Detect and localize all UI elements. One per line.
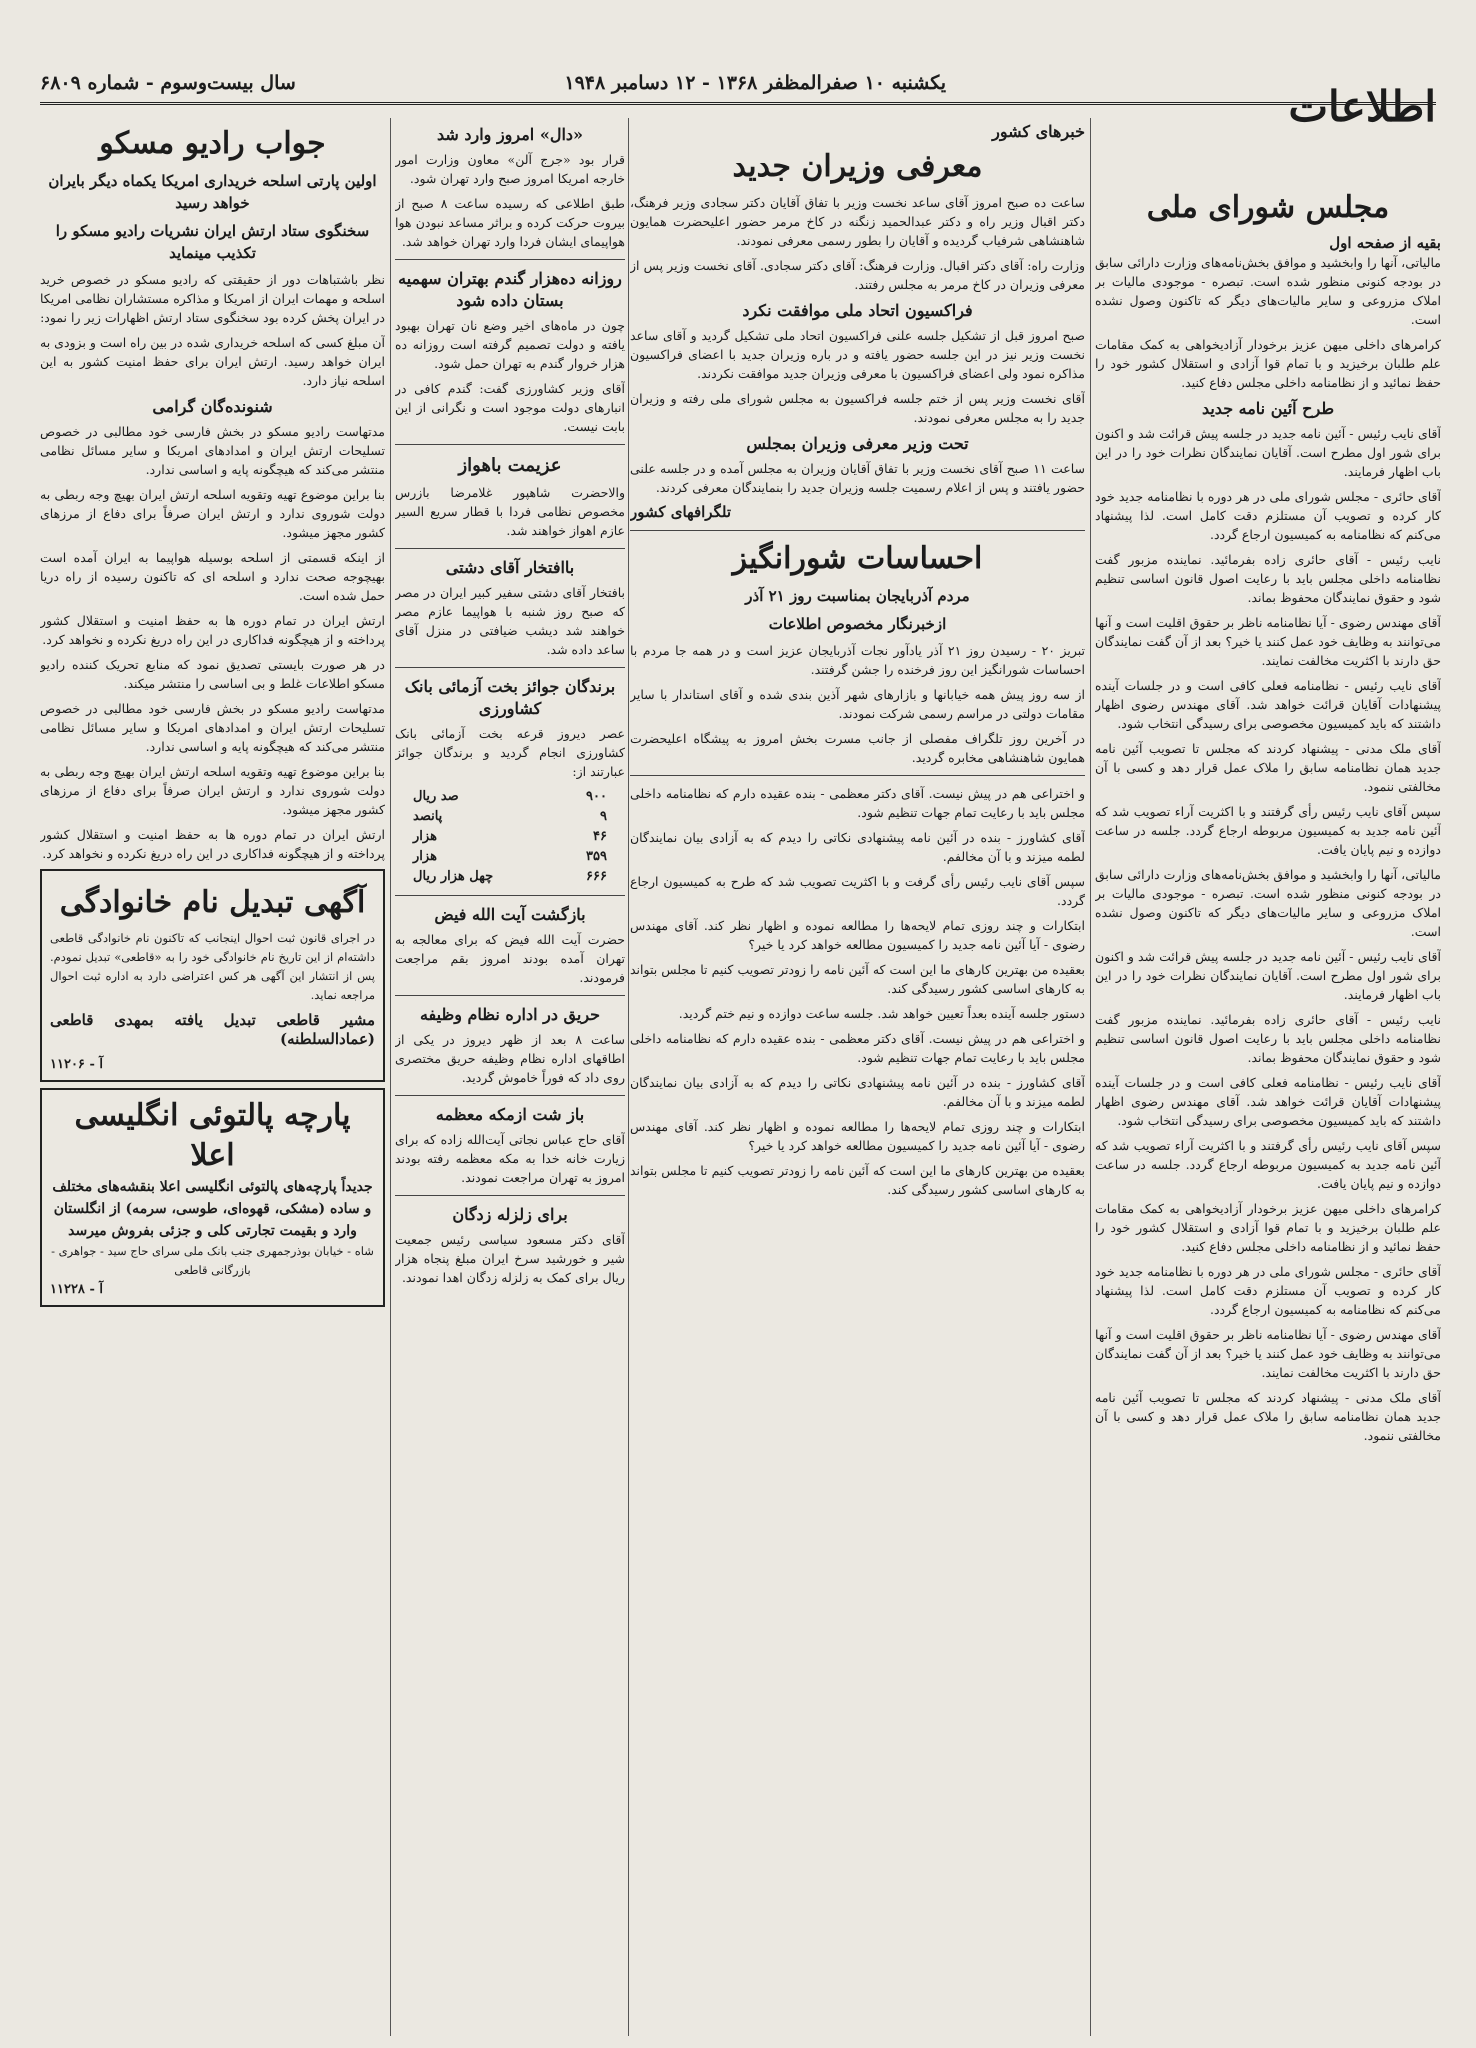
- ad-name-change: [40, 869, 385, 1082]
- article-paragraph: ساعت ۱۱ صبح آقای نخست وزیر با تفاق آقایان وزیران به مجلس آمده و در جلسه علنی حضور یافتند و پس از اعلام رسمیت جلسه وزیران جدید را بنمایندگان معرفی کردند.: [630, 461, 1085, 495]
- section-rule: [395, 995, 625, 996]
- article-paragraph: بعقیده من بهترین کارهای ما این است که آئین نامه را زودتر تصویب کنیم تا مجلس بتواند به کارهای اساسی کشور رسیدگی کند.: [630, 1163, 1085, 1197]
- ad-title: آگهی تبدیل نام خانوادگی: [59, 885, 366, 920]
- article-paragraph: ابتکارات و چند روزی تمام لایحه‌ها را مطالعه نموده و اظهار نظر کند. آقای مهندس رضوی - آیا آئین نامه جدید را کمیسیون مطالعه خواهد کرد یا خیر؟: [630, 918, 1085, 952]
- section-rule: [395, 1095, 625, 1096]
- headline-fire: حریق در اداره نظام وظیفه: [419, 1005, 601, 1024]
- article-paragraph: آقای ملک مدنی - پیشنهاد کردند که مجلس تا تصویب آئین نامه جدید همان نظامنامه سابق را ملاک عمل قرار دهد و کسی با آن مخالفتی ننمود.: [1095, 1390, 1441, 1443]
- ad-title: پارچه پالتوئی انگلیسی اعلا: [74, 1098, 351, 1173]
- article-paragraph: از سه روز پیش همه خیابانها و بازارهای شهر آذین بندی شده و آقای استاندار با سایر مقامات دولتی در مراسم رسمی شرکت نمودند.: [630, 687, 1085, 721]
- article-paragraph: آقای دکتر مسعود سیاسی رئیس جمعیت شیر و خورشید سرخ ایران مبلغ پنجاه هزار ریال برای کمک به زلزله زدگان اهدا نمودند.: [395, 1232, 625, 1285]
- article-paragraph: آقای ملک مدنی - پیشنهاد کردند که مجلس تا تصویب آئین نامه جدید همان نظامنامه سابق را ملاک عمل قرار دهد و کسی با آن مخالفتی ننمود.: [1095, 741, 1441, 794]
- headline-dashti: باافتخار آقای دشتی: [445, 558, 575, 577]
- article-paragraph: آقای مهندس رضوی - آیا نظامنامه ناظر بر حقوق اقلیت است و آنها می‌توانند به وظایف خود عمل کنند یا خیر؟ بعد از آن گفت نمایندگان حق دارند با اکثریت مخالفت نمایند.: [1095, 1327, 1441, 1380]
- article-paragraph: کرامرهای داخلی میهن عزیز برخودار آزادیخواهی به کمک مقامات علم طلبان برخیزید و با تمام قوا آزادی و استقلال کشور خود را حفظ نمائید و از نظامنامه داخلی مجلس دفاع کنید.: [1095, 1201, 1441, 1254]
- subheading-listeners: شنونده‌گان گرامی: [152, 397, 273, 416]
- article-paragraph: آقای نایب رئیس - آئین نامه جدید در جلسه پیش قرائت شد و اکنون برای شور اول مطرح است. آقایان نمایندگان نظرات خود را در این باب اظهار فرمایند.: [1095, 426, 1441, 479]
- article-paragraph: سپس آقای نایب رئیس رأی گرفتند و با اکثریت آراء تصویب شد که آئین نامه جدید به کمیسیون مربوطه ارجاع گردد. جلسه در ساعت دوازده و نیم پایان یافت.: [1095, 804, 1441, 857]
- headline-radio-moscow: جواب رادیو مسکو: [99, 126, 326, 161]
- article-paragraph: آقای نخست وزیر پس از ختم جلسه فراکسیون به مجلس شورای ملی رفته و وزیران جدید را به مجلس معرفی نمودند.: [630, 391, 1085, 425]
- article-paragraph: مالیاتی، آنها را وابخشید و موافق بخش‌نامه‌های وزارت دارائی سابق در بودجه کنونی منظور شده است. تبصره - موجودی مالیات بر املاک مزروعی و سایر مالیات‌های دیگر که تاکنون وصول نشده است.: [1095, 867, 1441, 939]
- lottery-row: ۹ پانصد: [413, 809, 607, 824]
- section-rule: [395, 548, 625, 549]
- article-paragraph: آقای نایب رئیس - آئین نامه جدید در جلسه پیش قرائت شد و اکنون برای شور اول مطرح است. آقایان نمایندگان نظرات خود را در این باب اظهار فرمایند.: [1095, 949, 1441, 1002]
- section-rule: [395, 667, 625, 668]
- lottery-row: ۹۰۰ صد ریال: [413, 789, 607, 804]
- article-paragraph: و اختراعی هم در پیش نیست. آقای دکتر معظمی - بنده عقیده دارم که نظامنامه داخلی مجلس باید با رعایت تمام جهات تنظیم شود.: [630, 786, 1085, 820]
- article-paragraph: ارتش ایران در تمام دوره ها به حفظ امنیت و استقلال کشور پرداخته و از هیچگونه فداکاری در این راه دریغ نکرده و نخواهد کرد.: [40, 827, 385, 861]
- article-paragraph: از اینکه قسمتی از اسلحه بوسیله هواپیما به ایران آمده است بهیچوجه صحت ندارد و اسلحه ای که تاکنون رسیده از راه دریا حمل شده است.: [40, 550, 385, 603]
- column-divider: [390, 118, 391, 2036]
- article-paragraph: طبق اطلاعی که رسیده ساعت ۸ صبح از بیروت حرکت کرده و براثر مساعد نبودن هوا هواپیمای ایشان فردا وارد تهران خواهد شد.: [395, 196, 625, 249]
- masthead-rule: [40, 102, 1436, 105]
- article-paragraph: در هر صورت بایستی تصدیق نمود که منابع تحریک کننده رادیو مسکو اطلاعات غلط و بی اساسی را منتشر میکند.: [40, 657, 385, 691]
- article-paragraph: قرار بود «جرج آلن» معاون وزارت امور خارجه امریکا امروز صبح وارد تهران شود.: [395, 152, 625, 186]
- article-paragraph: عصر دیروز قرعه بخت آزمائی بانک کشاورزی انجام گردید و برندگان جوائز عبارتند از:: [395, 726, 625, 779]
- article-paragraph: کرامرهای داخلی میهن عزیز برخودار آزادیخواهی به کمک مقامات علم طلبان برخیزید و با تمام قوا آزادی و استقلال کشور خود را حفظ نمائید و از نظامنامه داخلی مجلس دفاع کنید.: [1095, 337, 1441, 390]
- section-rule: [395, 444, 625, 445]
- section-signoff: تلگرافهای کشور: [630, 503, 732, 521]
- article-paragraph: ابتکارات و چند روزی تمام لایحه‌ها را مطالعه نموده و اظهار نظر کند. آقای مهندس رضوی - آیا آئین نامه جدید را کمیسیون مطالعه خواهد کرد یا خیر؟: [630, 1119, 1085, 1153]
- article-paragraph: سپس آقای نایب رئیس رأی گرفت و با اکثریت تصویب شد که طرح به کمیسیون ارجاع گردد.: [630, 874, 1085, 908]
- ad-code: آ - ۱۱۲۰۶: [50, 1057, 103, 1072]
- article-paragraph: سپس آقای نایب رئیس رأی گرفتند و با اکثریت آراء تصویب شد که آئین نامه جدید به کمیسیون مربوطه ارجاع گردد. جلسه در ساعت دوازده و نیم پایان یافت.: [1095, 1138, 1441, 1191]
- lottery-row: ۳۵۹ هزار: [413, 849, 607, 864]
- article-paragraph: بنا براین موضوع تهیه وتقویه اسلحه ارتش ایران بهیچ وجه ربطی به دولت شوروی ندارد و ارتش ایران صرفاً برای دفاع از مرزهای کشور مجهز میشود.: [40, 487, 385, 540]
- headline-mecca: باز شت ازمکه معظمه: [435, 1105, 585, 1124]
- subheading-introduction: تحت وزیر معرفی وزیران بمجلس: [746, 434, 969, 453]
- lottery-table: [395, 787, 625, 887]
- article-paragraph: آقای کشاورز - بنده در آئین نامه پیشنهادی نکاتی را دیدم که به آزادی بیان نمایندگان لطمه میزند و با آن مخالفم.: [630, 1075, 1085, 1109]
- column-radio-moscow: [40, 118, 385, 2036]
- byline: ازخبرنگار مخصوص اطلاعات: [768, 615, 947, 633]
- subheading-faction: فراکسیون اتحاد ملی موافقت نکرد: [742, 301, 973, 320]
- headline-earthquake: برای زلزله زدگان: [452, 1205, 568, 1224]
- headline-azerbaijan: احساسات شورانگیز: [732, 541, 983, 576]
- headline-new-ministers: معرفی وزیران جدید: [732, 149, 983, 184]
- article-paragraph: والاحضرت شاهپور غلامرضا بازرس مخصوص نظامی فردا با قطار سریع السیر عازم اهواز خواهند شد.: [395, 485, 625, 538]
- headline-dal-arrival: «دال» امروز وارد شد: [436, 125, 584, 144]
- article-paragraph: صبح امروز قبل از تشکیل جلسه علنی فراکسیون اتحاد ملی تشکیل گردید و آقای ساعد نخست وزیر نیز در این جلسه حضور یافته و در باره وزیران جدید با اعضای فراکسیون مذاکره نمود ولی اعضای فراکسیون با معرفی وزیران جدید موافقت نکردند.: [630, 328, 1085, 381]
- article-paragraph: آقای حائری - مجلس شورای ملی در هر دوره با نظامنامه جدید خود کار کرده و تصویب آن مستلزم دقت کامل است. لذا پیشنهاد می‌کنم که نظامنامه به کمیسیون ارجاع گردد.: [1095, 1264, 1441, 1317]
- year-and-issue-number: سال بیست‌وسوم - شماره ۶۸۰۹: [40, 72, 296, 94]
- ad-body: در اجرای قانون ثبت احوال اینجانب که تاکنون نام خانوادگی قاطعی داشته‌ام از این تاریخ نام خانوادگی خود را به «قاطعی» تبدیل نمودم. پس از انتشار این آگهی هر کس اعتراضی دارد به اداره ثبت احوال مراجعه نماید.: [50, 931, 375, 1002]
- ad-address: شاه - خیابان بوذرجمهری جنب بانک ملی سرای حاج سید - جواهری - بازرگانی قاطعی: [51, 1244, 374, 1277]
- section-rule: [395, 259, 625, 260]
- section-rule: [395, 1195, 625, 1196]
- continued-note: بقیه از صفحه اول: [1329, 234, 1441, 252]
- article-paragraph: نظر باشتباهات دور از حقیقتی که رادیو مسکو در خصوص خرید اسلحه و مهمات ایران از امریکا و مذاکره مستشاران نظامی امریکا در ایران پخش کرده بود سخنگوی ستاد ارتش اظهارات زیر را نمود:: [40, 272, 385, 325]
- article-paragraph: نایب رئیس - آقای حائری زاده بفرمائید. نماینده مزبور گفت نظامنامه داخلی مجلس باید با رعایت اصول قانون اساسی تنظیم شود و حقوق نمایندگان محفوظ بماند.: [1095, 552, 1441, 605]
- article-paragraph: ساعت ده صبح امروز آقای ساعد نخست وزیر با تفاق آقایان دکتر سجادی وزیر فرهنگ، دکتر اقبال وزیر راه و دکتر عبدالحمید زنگنه در کاخ مرمر حضور اعلیحضرت همایون شاهنشاهی شرفیاب گردیده و آقایان را بطور رسمی معرفی نمودند.: [630, 195, 1085, 248]
- newspaper-logo: اطلاعات: [1288, 82, 1436, 131]
- article-paragraph: نایب رئیس - آقای حائری زاده بفرمائید. نماینده مزبور گفت نظامنامه داخلی مجلس باید با رعایت اصول قانون اساسی تنظیم شود و حقوق نمایندگان محفوظ بماند.: [1095, 1012, 1441, 1065]
- ad-fabric: [40, 1088, 385, 1307]
- article-paragraph: مدتهاست رادیو مسکو در بخش فارسی خود مطالبی در خصوص تسلیحات ارتش ایران و امدادهای امریکا و سایر مسائل نظامی منتشر می‌کند که هیچگونه پایه و اساسی ندارد.: [40, 424, 385, 477]
- article-paragraph: وزارت راه: آقای دکتر اقبال. وزارت فرهنگ: آقای دکتر سجادی. آقای نخست وزیر پس از معرفی وزیران در کاخ مرمر به مجلس رفتند.: [630, 258, 1085, 292]
- headline-majlis: مجلس شورای ملی: [1146, 190, 1390, 225]
- article-paragraph: در آخرین روز تلگراف مفصلی از جانب مسرت بخش امروز به پیشگاه اعلیحضرت همایون شاهنشاهی مخابره گردید.: [630, 731, 1085, 765]
- article-paragraph: بعقیده من بهترین کارهای ما این است که آئین نامه را زودتر تصویب کنیم تا مجلس بتواند به کارهای اساسی کشور رسیدگی کند.: [630, 962, 1085, 996]
- article-paragraph: و اختراعی هم در پیش نیست. آقای دکتر معظمی - بنده عقیده دارم که نظامنامه داخلی مجلس باید با رعایت تمام جهات تنظیم شود.: [630, 1031, 1085, 1065]
- column-short-news: [395, 118, 625, 2036]
- headline-lottery: برندگان جوائز بخت آزمائی بانک کشاورزی: [404, 677, 616, 718]
- headline-wheat: روزانه ده‌هزار گندم بهتران سهمیه بستان داده شود: [398, 269, 622, 310]
- ad-code: آ - ۱۱۲۲۸: [50, 1282, 103, 1297]
- ad-body: جدیداً پارچه‌های پالتوئی انگلیسی اعلا بنقشه‌های مختلف و ساده (مشکی، قهوه‌ای، طوسی، سرمه) از انگلستان وارد و بقیمت تجارتی کلی و جزئی بفروش میرسد: [52, 1179, 373, 1239]
- article-paragraph: آن مبلغ کسی که اسلحه خریداری شده در بین راه است و بزودی به ایران خواهد رسید. ارتش ایران برای حفظ امنیت کشور به این اسلحه نیاز دارد.: [40, 335, 385, 388]
- article-paragraph: چون در ماه‌های اخیر وضع نان تهران بهبود یافته و دولت تصمیم گرفته است روزانه ده هزار خروار گندم به تهران حمل شود.: [395, 318, 625, 371]
- issue-date: یکشنبه ۱۰ صفرالمظفر ۱۳۶۸ - ۱۲ دسامبر ۱۹۴۸: [564, 72, 946, 94]
- column-divider: [1090, 118, 1091, 2036]
- article-paragraph: آقای وزیر کشاورزی گفت: گندم کافی در انبارهای دولت موجود است و نگرانی از این بابت نیست.: [395, 381, 625, 434]
- article-paragraph: دستور جلسه آینده بعداً تعیین خواهد شد. جلسه ساعت دوازده و نیم ختم گردید.: [678, 1006, 1085, 1021]
- headline-feiz: بازگشت آیت الله فیض: [434, 905, 586, 924]
- ad-signature: مشیر قاطعی تبدیل یافته بمهدی قاطعی (عمادالسلطنه): [50, 1011, 375, 1048]
- column-divider: [628, 118, 629, 2036]
- lottery-row: ۶۶۶ چهل هزار ریال: [413, 869, 607, 884]
- section-kicker: خبرهای کشور: [992, 122, 1085, 141]
- article-paragraph: آقای حاج عباس نجاتی آیت‌الله زاده که برای زیارت خانه خدا به مکه معظمه رفته بودند امروز به تهران مراجعت نمودند.: [395, 1132, 625, 1185]
- headline-ahvaz: عزیمت باهواز: [458, 455, 562, 476]
- section-rule: [630, 530, 1085, 531]
- section-rule: [395, 895, 625, 896]
- subheading-weapons: اولین پارتی اسلحه خریداری امریکا یکماه دیگر بایران خواهد رسید: [48, 172, 377, 212]
- article-paragraph: مدتهاست رادیو مسکو در بخش فارسی خود مطالبی در خصوص تسلیحات ارتش ایران و امدادهای امریکا و سایر مسائل نظامی منتشر می‌کند که هیچگونه پایه و اساسی ندارد.: [40, 701, 385, 754]
- article-paragraph: حضرت آیت الله فیض که برای معالجه به تهران آمده بودند امروز بقم مراجعت فرمودند.: [395, 932, 625, 985]
- article-paragraph: مالیاتی، آنها را وابخشید و موافق بخش‌نامه‌های وزارت دارائی سابق در بودجه کنونی منظور شده است. تبصره - موجودی مالیات بر املاک مزروعی و سایر مالیات‌های دیگر که تاکنون وصول نشده است.: [1095, 255, 1441, 327]
- article-paragraph: ساعت ۸ بعد از ظهر دیروز در یکی از اطاقهای اداره نظام وظیفه حریق مختصری روی داد که فوراً خاموش گردید.: [395, 1032, 625, 1085]
- column-ministers: [630, 118, 1085, 2036]
- article-paragraph: آقای کشاورز - بنده در آئین نامه پیشنهادی نکاتی را دیدم که به آزادی بیان نمایندگان لطمه میزند و با آن مخالفم.: [630, 830, 1085, 864]
- article-paragraph: بنا براین موضوع تهیه وتقویه اسلحه ارتش ایران بهیچ وجه ربطی به دولت شوروی ندارد و ارتش ایران صرفاً برای دفاع از مرزهای کشور مجهز میشود.: [40, 764, 385, 817]
- article-paragraph: تبریز ۲۰ - رسیدن روز ۲۱ آذر یادآور نجات آذربایجان عزیز است و در همه جا مردم با احساسات شورانگیز این روز فرخنده را جشن گرفتند.: [630, 643, 1085, 677]
- subheading-azerbaijan: مردم آذربایجان بمناسبت روز ۲۱ آذر: [745, 587, 970, 605]
- article-paragraph: بافتخار آقای دشتی سفیر کبیر ایران در مصر که صبح روز شنبه با هواپیما عازم مصر خواهند شد دیشب ضیافتی در منزل آقای ساعد داده شد.: [395, 585, 625, 657]
- lottery-row: ۴۶ هزار: [413, 829, 607, 844]
- article-paragraph: آقای حائری - مجلس شورای ملی در هر دوره با نظامنامه جدید خود کار کرده و تصویب آن مستلزم دقت کامل است. لذا پیشنهاد می‌کنم که نظامنامه به کمیسیون ارجاع گردد.: [1095, 489, 1441, 542]
- subheading-army-spokesman: سخنگوی ستاد ارتش ایران نشریات رادیو مسکو را تکذیب مینماید: [55, 222, 370, 262]
- article-paragraph: آقای مهندس رضوی - آیا نظامنامه ناظر بر حقوق اقلیت است و آنها می‌توانند به وظایف خود عمل کنند یا خیر؟ بعد از آن گفت نمایندگان حق دارند با اکثریت مخالفت نمایند.: [1095, 615, 1441, 668]
- article-paragraph: ارتش ایران در تمام دوره ها به حفظ امنیت و استقلال کشور پرداخته و از هیچگونه فداکاری در این راه دریغ نکرده و نخواهد کرد.: [40, 613, 385, 647]
- subheading-new-bylaws: طرح آئین نامه جدید: [1201, 399, 1335, 418]
- article-paragraph: آقای نایب رئیس - نظامنامه فعلی کافی است و در جلسات آینده پیشنهادات آقایان قرائت خواهد شد. آقای مهندس رضوی اظهار داشتند که باید کمیسیون مخصوصی برای رسیدگی انتخاب شود.: [1095, 1075, 1441, 1128]
- column-majlis: [1095, 118, 1441, 2036]
- article-paragraph: آقای نایب رئیس - نظامنامه فعلی کافی است و در جلسات آینده پیشنهادات آقایان قرائت خواهد شد. آقای مهندس رضوی اظهار داشتند که باید کمیسیون مخصوصی برای رسیدگی انتخاب شود.: [1095, 678, 1441, 731]
- section-rule: [630, 775, 1085, 776]
